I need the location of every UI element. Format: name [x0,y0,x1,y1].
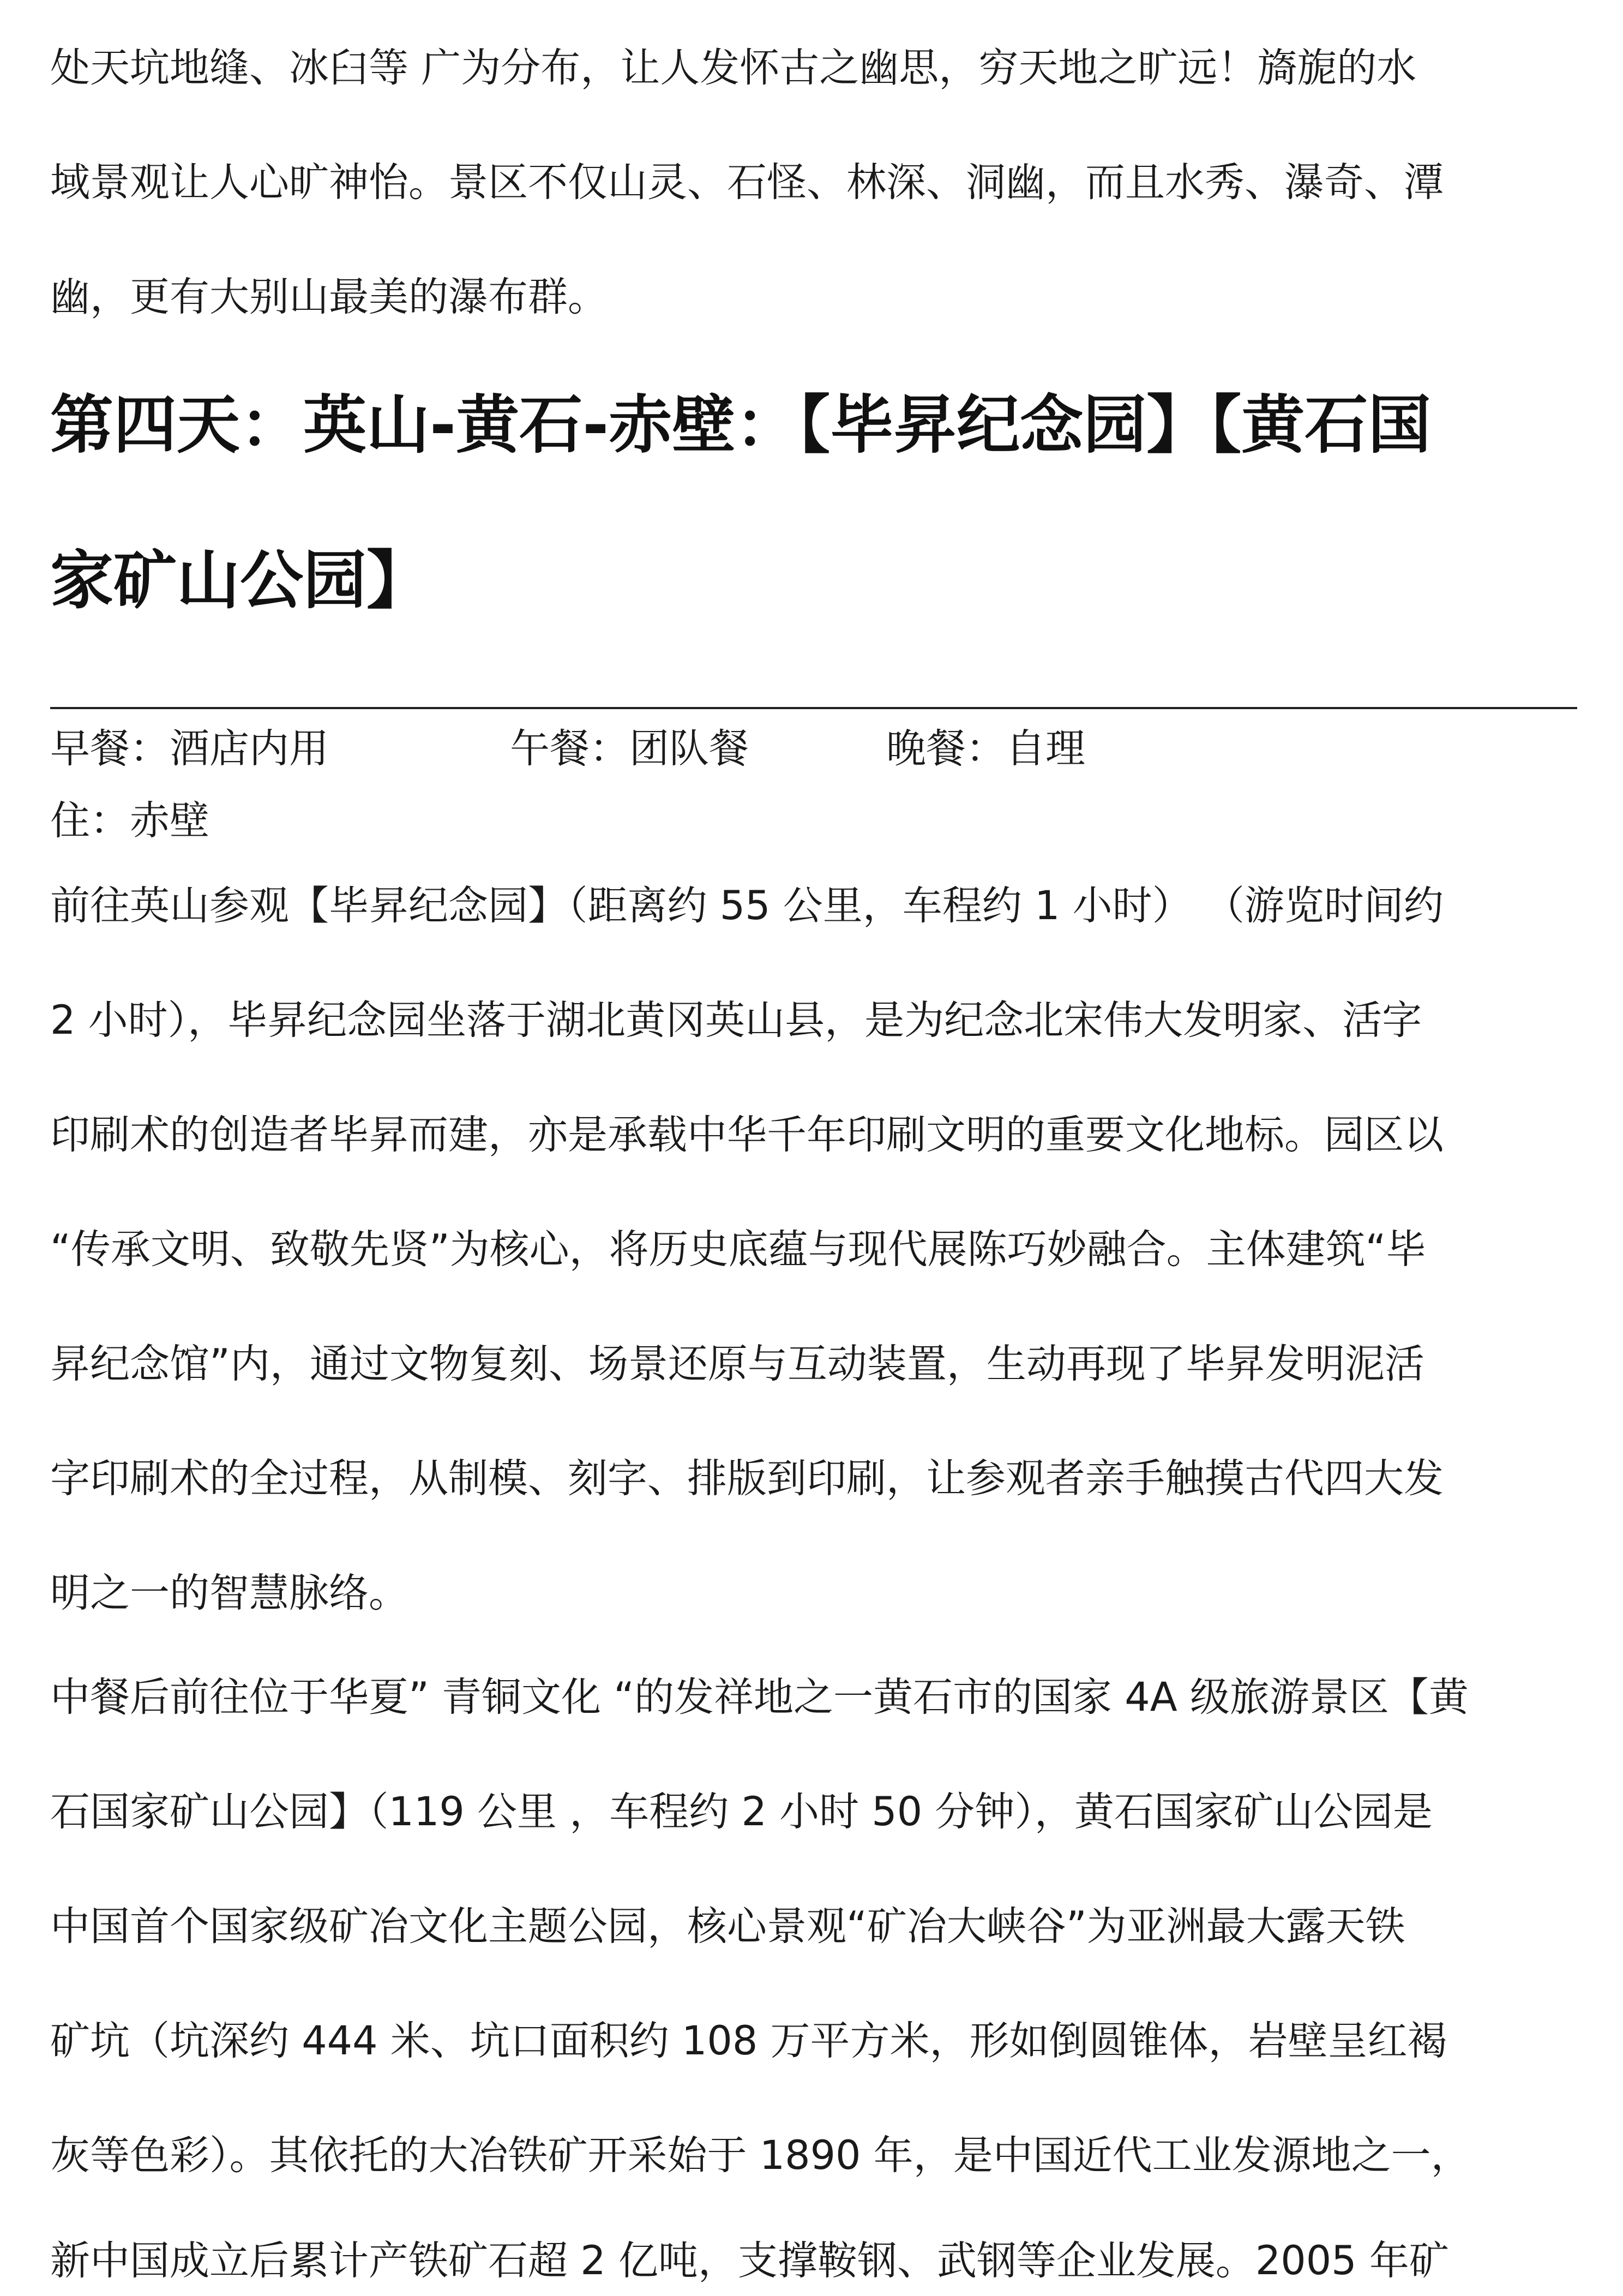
meal-lunch: 午餐：团队餐 [510,726,749,772]
text-line: 中国首个国家级矿冶文化主题公园，核心景观“矿冶大峡谷”为亚洲最大露天铁 [50,1903,1405,1950]
heading-divider [50,707,1577,709]
text-line: 前往英山参观【毕昇纪念园】（距离约 55 公里，车程约 1 小时） （游览时间约 [50,883,1444,929]
text-line: 新中国成立后累计产铁矿石超 2 亿吨，支撑鞍钢、武钢等企业发展。2005 年矿 [50,2238,1449,2284]
text-line: 幽，更有大别山最美的瀑布群。 [50,274,608,320]
text-line: “传承文明、致敬先贤”为核心，将历史底蕴与现代展陈巧妙融合。主体建筑“毕 [50,1226,1426,1273]
text-line: 域景观让人心旷神怡。景区不仅山灵、石怪、林深、洞幽，而且水秀、瀑奇、潭 [50,159,1444,206]
text-line: 石国家矿山公园】（119 公里 ，车程约 2 小时 50 分钟），黄石国家矿山公园是 [50,1789,1433,1835]
text-line: 处天坑地缝、冰臼等 广为分布，让人发怀古之幽思，穷天地之旷远！旖旎的水 [50,45,1417,91]
text-line: 明之一的智慧脉络。 [50,1570,408,1616]
meal-dinner: 晚餐：自理 [886,726,1085,772]
meal-breakfast: 早餐：酒店内用 [50,726,329,772]
text-line: 字印刷术的全过程，从制模、刻字、排版到印刷，让参观者亲手触摸古代四大发 [50,1455,1444,1502]
day-heading-line-2: 家矿山公园】 [50,544,430,618]
text-line: 2 小时），毕昇纪念园坐落于湖北黄冈英山县，是为纪念北宋伟大发明家、活字 [50,997,1422,1044]
text-line: 印刷术的创造者毕昇而建，亦是承载中华千年印刷文明的重要文化地标。园区以 [50,1112,1444,1158]
text-line: 昇纪念馆”内，通过文物复刻、场景还原与互动装置，生动再现了毕昇发明泥活 [50,1341,1424,1387]
lodging-info: 住：赤壁 [50,798,209,844]
text-line: 中餐后前往位于华夏” 青铜文化 “的发祥地之一黄石市的国家 4A 级旅游景区【黄 [50,1674,1469,1720]
text-line: 灰等色彩）。其依托的大冶铁矿开采始于 1890 年，是中国近代工业发源地之一， [50,2132,1471,2179]
day-heading-line-1: 第四天：英山-黄石-赤壁：【毕昇纪念园】【黄石国 [50,388,1432,462]
text-line: 矿坑（坑深约 444 米、坑口面积约 108 万平方米，形如倒圆锥体，岩壁呈红褐 [50,2018,1447,2064]
